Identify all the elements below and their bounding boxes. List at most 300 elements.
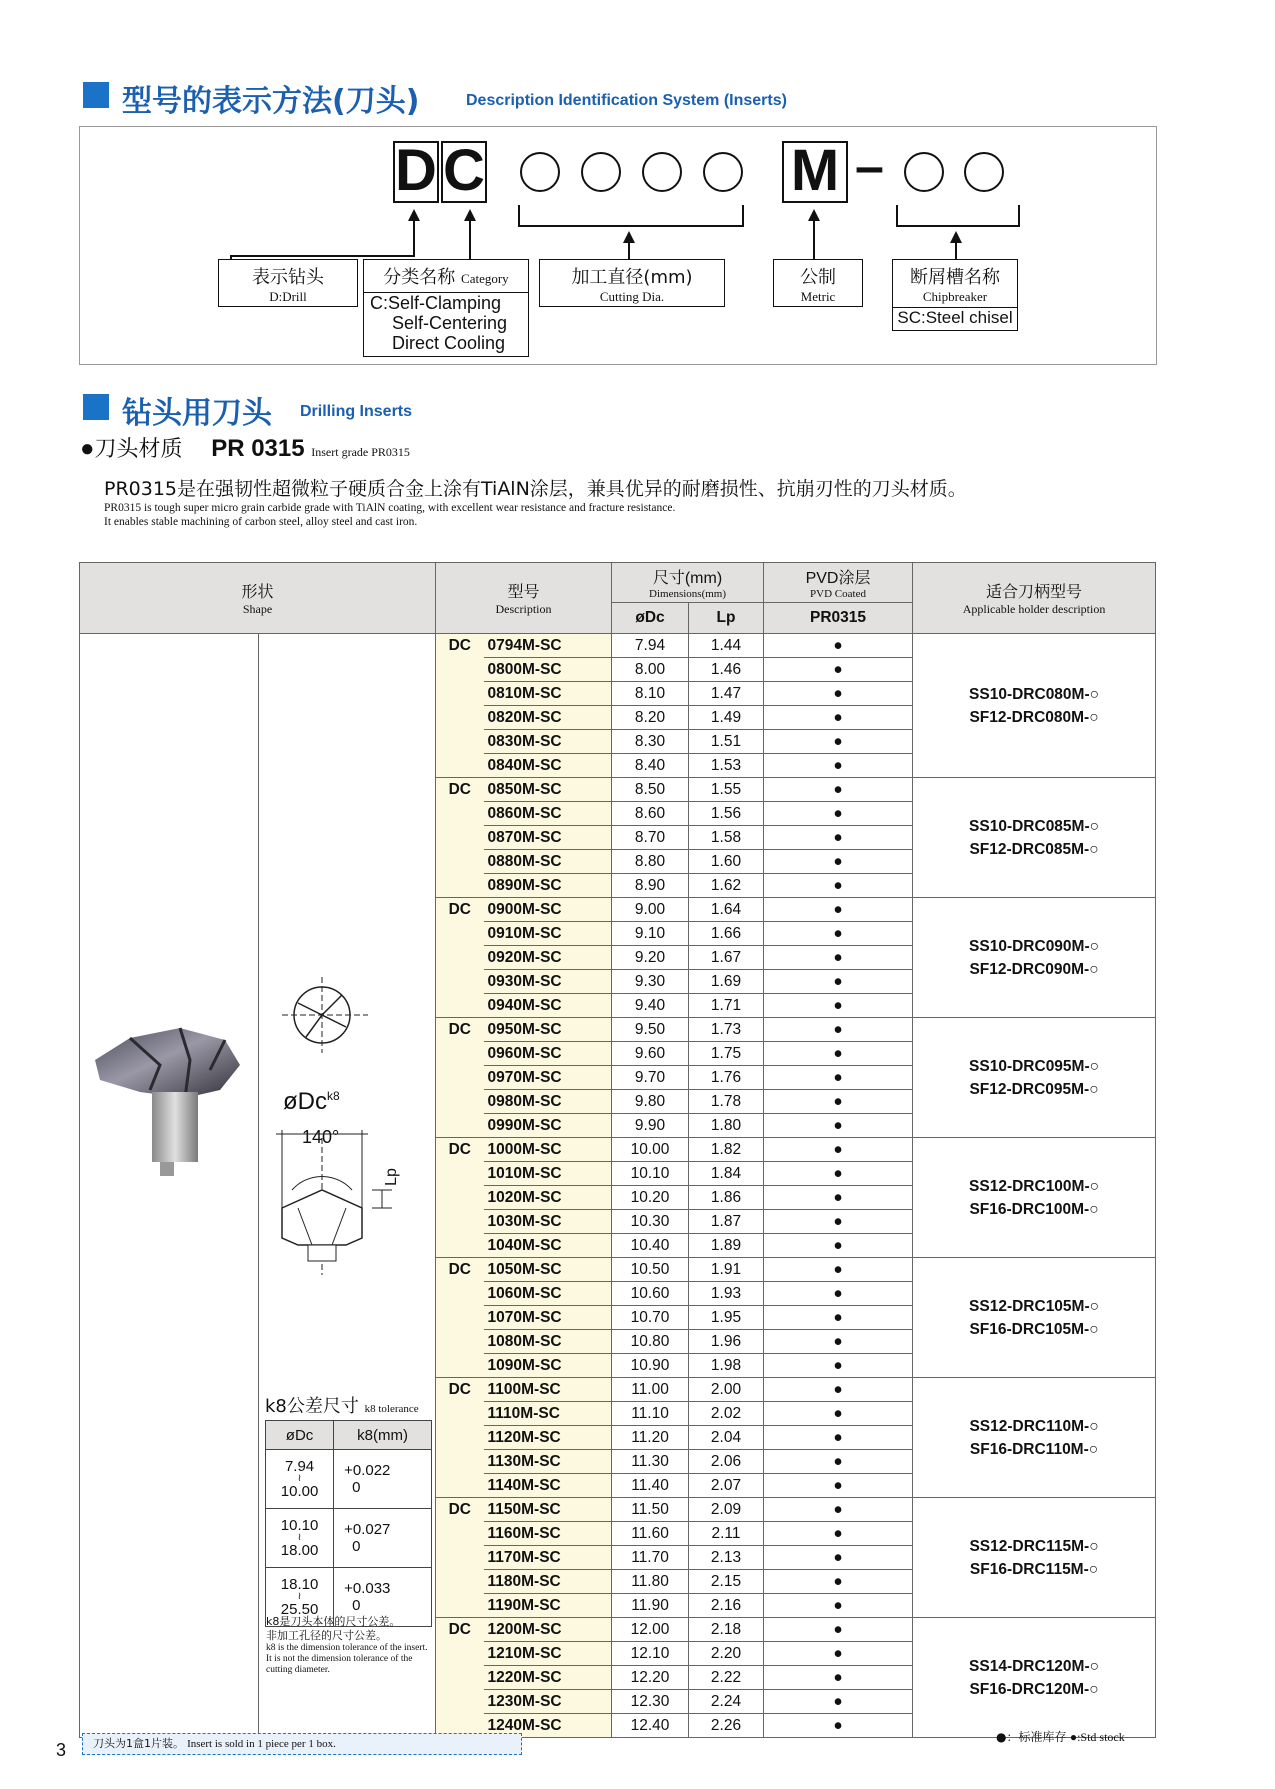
model-code: 0794M-SC (484, 634, 612, 658)
placeholder-circle (964, 152, 1004, 192)
stock-dot: ● (764, 1186, 913, 1210)
model-prefix: DC (436, 1378, 484, 1402)
stock-dot: ● (764, 922, 913, 946)
model-code: 1040M-SC (484, 1234, 612, 1258)
table-row (80, 634, 1156, 658)
lp-value: 2.00 (689, 1378, 764, 1402)
grade-description-en: It enables stable machining of carbon steel, alloy steel and cast iron. (104, 516, 418, 528)
model-prefix (436, 730, 484, 754)
col-header-lp: Lp (689, 602, 764, 633)
dc-value: 7.94 (612, 634, 689, 658)
dc-value: 9.60 (612, 1042, 689, 1066)
model-prefix: DC (436, 1138, 484, 1162)
model-code: 0940M-SC (484, 994, 612, 1018)
stock-dot: ● (764, 658, 913, 682)
k8-title: k8公差尺寸 k8 tolerance (265, 1396, 419, 1417)
lp-label: Lp (382, 1168, 400, 1186)
model-prefix: DC (436, 1498, 484, 1522)
model-prefix (436, 1090, 484, 1114)
placeholder-circle (581, 152, 621, 192)
holder-name: SF16-DRC120M-○ (969, 1680, 1099, 1698)
stock-dot: ● (764, 970, 913, 994)
insert-top-view (278, 975, 378, 1055)
stock-dot: ● (764, 1066, 913, 1090)
lp-value: 2.18 (689, 1618, 764, 1642)
model-prefix (436, 1642, 484, 1666)
col-header-description: 型号 Description (436, 563, 612, 634)
dc-value: 8.20 (612, 706, 689, 730)
section-title-cn: 钻头用刀头 (122, 396, 272, 431)
model-prefix: DC (436, 1018, 484, 1042)
lp-value: 2.16 (689, 1594, 764, 1618)
stock-dot: ● (764, 1642, 913, 1666)
model-prefix (436, 1042, 484, 1066)
stock-dot: ● (764, 1594, 913, 1618)
stock-dot: ● (764, 1330, 913, 1354)
lp-value: 1.58 (689, 826, 764, 850)
stock-dot: ● (764, 634, 913, 658)
model-code: 1140M-SC (484, 1474, 612, 1498)
col-header-pvd: PVD涂层 PVD Coated (764, 563, 913, 603)
model-code: 1220M-SC (484, 1666, 612, 1690)
model-prefix (436, 658, 484, 682)
dc-value: 11.40 (612, 1474, 689, 1498)
model-prefix (436, 1234, 484, 1258)
model-code: 1180M-SC (484, 1570, 612, 1594)
stock-dot: ● (764, 1690, 913, 1714)
model-prefix (436, 850, 484, 874)
holder-cell (913, 1618, 1156, 1738)
stock-dot: ● (764, 994, 913, 1018)
model-code: 0970M-SC (484, 1066, 612, 1090)
stock-dot: ● (764, 682, 913, 706)
lp-value: 1.67 (689, 946, 764, 970)
lp-value: 1.75 (689, 1042, 764, 1066)
lp-value: 1.51 (689, 730, 764, 754)
stock-dot: ● (764, 1714, 913, 1738)
box-note: 刀头为1盒1片装。 Insert is sold in 1 piece per 1 box. (82, 1733, 522, 1755)
stock-dot: ● (764, 1306, 913, 1330)
lp-value: 1.84 (689, 1162, 764, 1186)
model-code: 0800M-SC (484, 658, 612, 682)
lp-value: 2.15 (689, 1570, 764, 1594)
dc-value: 10.30 (612, 1210, 689, 1234)
dc-label: øDc$^{k8}$ (283, 1088, 340, 1115)
model-code: 0950M-SC (484, 1018, 612, 1042)
insert-side-view (272, 1120, 412, 1280)
dc-value: 9.20 (612, 946, 689, 970)
lp-value: 1.73 (689, 1018, 764, 1042)
section-title-en: Description Identification System (Inserts) (466, 92, 787, 109)
lp-value: 1.87 (689, 1210, 764, 1234)
stock-dot: ● (764, 1618, 913, 1642)
model-code: 1100M-SC (484, 1378, 612, 1402)
lp-value: 1.64 (689, 898, 764, 922)
letter-d: D (393, 141, 439, 203)
stock-dot: ● (764, 1354, 913, 1378)
model-prefix (436, 1666, 484, 1690)
dc-value: 8.50 (612, 778, 689, 802)
stock-dot: ● (764, 1546, 913, 1570)
model-prefix: DC (436, 1258, 484, 1282)
dc-value: 11.20 (612, 1426, 689, 1450)
lp-value: 1.98 (689, 1354, 764, 1378)
model-code: 1050M-SC (484, 1258, 612, 1282)
model-prefix (436, 1690, 484, 1714)
dc-value: 11.60 (612, 1522, 689, 1546)
model-prefix (436, 1594, 484, 1618)
stock-dot: ● (764, 850, 913, 874)
stock-dot: ● (764, 1474, 913, 1498)
dc-value: 9.50 (612, 1018, 689, 1042)
lp-value: 1.46 (689, 658, 764, 682)
dc-value: 9.40 (612, 994, 689, 1018)
model-prefix (436, 1114, 484, 1138)
model-prefix (436, 946, 484, 970)
model-prefix: DC (436, 1618, 484, 1642)
model-prefix (436, 826, 484, 850)
holder-cell (913, 1138, 1156, 1258)
model-code: 1010M-SC (484, 1162, 612, 1186)
dc-value: 8.70 (612, 826, 689, 850)
model-code: 0880M-SC (484, 850, 612, 874)
stock-dot: ● (764, 754, 913, 778)
lp-value: 2.04 (689, 1426, 764, 1450)
label-metric: 公制 Metric (773, 259, 863, 307)
model-code: 1110M-SC (484, 1402, 612, 1426)
dc-value: 11.70 (612, 1546, 689, 1570)
k8-note: k8是刀头本体的尺寸公差。 非加工孔径的尺寸公差。 k8 is the dimension tolerance of the insert. It is not the dimension tolerance of the cutting diameter. (266, 1615, 428, 1675)
model-code: 1230M-SC (484, 1690, 612, 1714)
model-prefix (436, 1282, 484, 1306)
model-prefix (436, 994, 484, 1018)
lp-value: 1.96 (689, 1330, 764, 1354)
placeholder-circle (904, 152, 944, 192)
model-prefix (436, 970, 484, 994)
stock-dot: ● (764, 1498, 913, 1522)
dc-value: 11.30 (612, 1450, 689, 1474)
placeholder-circle (642, 152, 682, 192)
lp-value: 1.95 (689, 1306, 764, 1330)
holder-name: SS10-DRC090M-○ (969, 937, 1099, 955)
stock-dot: ● (764, 1090, 913, 1114)
placeholder-circle (703, 152, 743, 192)
dc-value: 12.30 (612, 1690, 689, 1714)
stock-dot: ● (764, 1138, 913, 1162)
holder-cell (913, 778, 1156, 898)
holder-cell (913, 634, 1156, 778)
stock-dot: ● (764, 1426, 913, 1450)
lp-value: 1.76 (689, 1066, 764, 1090)
dc-value: 8.90 (612, 874, 689, 898)
lp-value: 1.78 (689, 1090, 764, 1114)
dc-value: 10.80 (612, 1330, 689, 1354)
dc-value: 8.30 (612, 730, 689, 754)
lp-value: 1.44 (689, 634, 764, 658)
dc-value: 8.80 (612, 850, 689, 874)
dc-value: 12.10 (612, 1642, 689, 1666)
model-code: 0890M-SC (484, 874, 612, 898)
model-code: 0820M-SC (484, 706, 612, 730)
model-prefix (436, 706, 484, 730)
model-code: 1070M-SC (484, 1306, 612, 1330)
lp-value: 1.71 (689, 994, 764, 1018)
model-code: 1000M-SC (484, 1138, 612, 1162)
angle-label: 140° (302, 1127, 340, 1147)
lp-value: 2.02 (689, 1402, 764, 1426)
dc-value: 10.90 (612, 1354, 689, 1378)
model-code: 1130M-SC (484, 1450, 612, 1474)
stock-dot: ● (764, 706, 913, 730)
lp-value: 2.20 (689, 1642, 764, 1666)
dc-value: 11.80 (612, 1570, 689, 1594)
section-title-cn: 型号的表示方法(刀头) (122, 84, 420, 119)
holder-name: SF16-DRC110M-○ (969, 1440, 1099, 1458)
dc-value: 9.30 (612, 970, 689, 994)
stock-dot: ● (764, 802, 913, 826)
model-code: 0870M-SC (484, 826, 612, 850)
model-code: 1160M-SC (484, 1522, 612, 1546)
model-prefix (436, 1570, 484, 1594)
dash: – (855, 138, 884, 196)
dc-value: 10.00 (612, 1138, 689, 1162)
holder-name: SF12-DRC080M-○ (969, 708, 1099, 726)
holder-name: SS12-DRC100M-○ (969, 1177, 1099, 1195)
model-prefix: DC (436, 634, 484, 658)
grade-line: ●刀头材质 PR 0315 Insert grade PR0315 (80, 435, 410, 462)
stock-dot: ● (764, 1018, 913, 1042)
model-prefix (436, 1306, 484, 1330)
lp-value: 2.07 (689, 1474, 764, 1498)
model-prefix (436, 1402, 484, 1426)
lp-value: 1.49 (689, 706, 764, 730)
stock-dot: ● (764, 1258, 913, 1282)
model-prefix (436, 1522, 484, 1546)
model-code: 1080M-SC (484, 1330, 612, 1354)
dc-value: 9.90 (612, 1114, 689, 1138)
holder-cell (913, 1018, 1156, 1138)
dc-value: 9.00 (612, 898, 689, 922)
dc-value: 9.80 (612, 1090, 689, 1114)
lp-value: 1.69 (689, 970, 764, 994)
model-prefix (436, 1474, 484, 1498)
stock-dot: ● (764, 1402, 913, 1426)
connector (413, 219, 415, 257)
stock-dot: ● (764, 826, 913, 850)
model-prefix (436, 874, 484, 898)
stock-dot: ● (764, 1570, 913, 1594)
connector (230, 255, 415, 257)
col-header-grade: PR0315 (764, 602, 913, 633)
dc-value: 10.10 (612, 1162, 689, 1186)
dc-value: 11.00 (612, 1378, 689, 1402)
lp-value: 1.86 (689, 1186, 764, 1210)
holder-name: SF12-DRC085M-○ (969, 840, 1099, 858)
lp-value: 2.13 (689, 1546, 764, 1570)
holder-name: SS12-DRC105M-○ (969, 1297, 1099, 1315)
bracket (518, 205, 744, 227)
label-drill: 表示钻头 D:Drill (218, 259, 358, 307)
model-code: 0810M-SC (484, 682, 612, 706)
lp-value: 1.62 (689, 874, 764, 898)
lp-value: 2.22 (689, 1666, 764, 1690)
lp-value: 1.47 (689, 682, 764, 706)
model-prefix (436, 1162, 484, 1186)
shape-cell (80, 634, 259, 1738)
model-code: 0920M-SC (484, 946, 612, 970)
stock-dot: ● (764, 898, 913, 922)
dc-value: 8.00 (612, 658, 689, 682)
section-title-en: Drilling Inserts (300, 403, 413, 420)
holder-cell (913, 1498, 1156, 1618)
lp-value: 1.55 (689, 778, 764, 802)
col-header-dc: øDc (612, 602, 689, 633)
lp-value: 1.53 (689, 754, 764, 778)
stock-dot: ● (764, 1450, 913, 1474)
holder-name: SS14-DRC120M-○ (969, 1657, 1099, 1675)
model-prefix (436, 922, 484, 946)
bracket (896, 205, 1020, 227)
dc-value: 11.90 (612, 1594, 689, 1618)
label-cutting-dia: 加工直径(mm) Cutting Dia. (539, 259, 725, 307)
model-code: 0990M-SC (484, 1114, 612, 1138)
lp-value: 2.06 (689, 1450, 764, 1474)
letter-m: M (782, 141, 848, 203)
model-code: 1060M-SC (484, 1282, 612, 1306)
model-code: 1030M-SC (484, 1210, 612, 1234)
model-code: 1020M-SC (484, 1186, 612, 1210)
model-prefix: DC (436, 898, 484, 922)
dc-value: 9.70 (612, 1066, 689, 1090)
model-prefix (436, 1546, 484, 1570)
lp-value: 1.93 (689, 1282, 764, 1306)
model-code: 0850M-SC (484, 778, 612, 802)
lp-value: 1.60 (689, 850, 764, 874)
model-prefix (436, 1354, 484, 1378)
holder-name: SS10-DRC095M-○ (969, 1057, 1099, 1075)
holder-name: SF16-DRC100M-○ (969, 1200, 1099, 1218)
holder-cell (913, 1258, 1156, 1378)
dc-value: 8.40 (612, 754, 689, 778)
grade-description-cn: PR0315是在强韧性超微粒子硬质合金上涂有TiAlN涂层，兼具优异的耐磨损性、抗崩刃性的刀头材质。 (104, 478, 967, 500)
stock-dot: ● (764, 1666, 913, 1690)
lp-value: 1.82 (689, 1138, 764, 1162)
col-header-dimensions: 尺寸(mm) Dimensions(mm) (612, 563, 764, 603)
section-marker (83, 82, 109, 108)
stock-dot: ● (764, 946, 913, 970)
dc-value: 12.00 (612, 1618, 689, 1642)
holder-name: SS10-DRC080M-○ (969, 685, 1099, 703)
model-prefix (436, 1066, 484, 1090)
model-code: 0930M-SC (484, 970, 612, 994)
model-prefix (436, 1210, 484, 1234)
holder-name: SF16-DRC105M-○ (969, 1320, 1099, 1338)
lp-value: 2.11 (689, 1522, 764, 1546)
dc-value: 12.20 (612, 1666, 689, 1690)
holder-cell (913, 898, 1156, 1018)
holder-name: SS12-DRC115M-○ (969, 1537, 1099, 1555)
lp-value: 1.80 (689, 1114, 764, 1138)
lp-value: 1.56 (689, 802, 764, 826)
label-chipbreaker: 断屑槽名称 Chipbreaker SC:Steel chisel (892, 259, 1018, 331)
dc-value: 10.70 (612, 1306, 689, 1330)
model-code: 1090M-SC (484, 1354, 612, 1378)
dc-value: 10.60 (612, 1282, 689, 1306)
stock-dot: ● (764, 874, 913, 898)
dc-value: 11.10 (612, 1402, 689, 1426)
model-code: 1150M-SC (484, 1498, 612, 1522)
page-number: 3 (56, 1740, 67, 1760)
stock-dot: ● (764, 778, 913, 802)
model-code: 0840M-SC (484, 754, 612, 778)
holder-name: SS10-DRC085M-○ (969, 817, 1099, 835)
stock-dot: ● (764, 1162, 913, 1186)
dc-value: 10.40 (612, 1234, 689, 1258)
lp-value: 1.66 (689, 922, 764, 946)
letter-c: C (441, 141, 487, 203)
label-category: 分类名称 Category C:Self-Clamping Self-Centering Direct Cooling (363, 259, 529, 357)
stock-dot: ● (764, 1210, 913, 1234)
model-code: 1170M-SC (484, 1546, 612, 1570)
col-header-holder: 适合刀柄型号 Applicable holder description (913, 563, 1156, 634)
k8-tolerance-table: øDc k8(mm) 7.94 ≀ 10.00 +0.022 0 10.10 ≀ 18.00 +0.027 0 18.10 ≀ 25.50 +0.033 0 (265, 1420, 432, 1627)
model-prefix (436, 802, 484, 826)
model-code: 0900M-SC (484, 898, 612, 922)
dc-value: 11.50 (612, 1498, 689, 1522)
holder-name: SF12-DRC095M-○ (969, 1080, 1099, 1098)
dc-value: 12.40 (612, 1714, 689, 1738)
holder-name: SF12-DRC090M-○ (969, 960, 1099, 978)
stock-legend: ●：标准库存 ●:Std stock (996, 1730, 1125, 1744)
stock-dot: ● (764, 1234, 913, 1258)
stock-dot: ● (764, 1378, 913, 1402)
model-code: 1120M-SC (484, 1426, 612, 1450)
stock-dot: ● (764, 1114, 913, 1138)
stock-dot: ● (764, 1042, 913, 1066)
holder-name: SS12-DRC110M-○ (969, 1417, 1099, 1435)
model-prefix: DC (436, 778, 484, 802)
model-code: 0980M-SC (484, 1090, 612, 1114)
dc-value: 10.20 (612, 1186, 689, 1210)
dc-value: 8.60 (612, 802, 689, 826)
stock-dot: ● (764, 1522, 913, 1546)
grade-description-en: PR0315 is tough super micro grain carbide grade with TiAlN coating, with excellent wear resistance and fracture resistance. (104, 502, 676, 514)
section-marker (83, 394, 109, 420)
dc-value: 9.10 (612, 922, 689, 946)
placeholder-circle (520, 152, 560, 192)
lp-value: 2.26 (689, 1714, 764, 1738)
model-prefix (436, 1330, 484, 1354)
model-code: 0960M-SC (484, 1042, 612, 1066)
insert-photo (90, 1020, 250, 1180)
model-prefix (436, 1186, 484, 1210)
identification-diagram (79, 126, 1157, 365)
model-prefix (436, 1450, 484, 1474)
dc-value: 10.50 (612, 1258, 689, 1282)
stock-dot: ● (764, 730, 913, 754)
holder-name: SF16-DRC115M-○ (969, 1560, 1099, 1578)
model-code: 0830M-SC (484, 730, 612, 754)
col-header-shape: 形状 Shape (80, 563, 436, 634)
lp-value: 2.24 (689, 1690, 764, 1714)
model-prefix (436, 1426, 484, 1450)
lp-value: 1.89 (689, 1234, 764, 1258)
holder-cell (913, 1378, 1156, 1498)
model-code: 0910M-SC (484, 922, 612, 946)
stock-dot: ● (764, 1282, 913, 1306)
model-code: 0860M-SC (484, 802, 612, 826)
model-prefix (436, 682, 484, 706)
